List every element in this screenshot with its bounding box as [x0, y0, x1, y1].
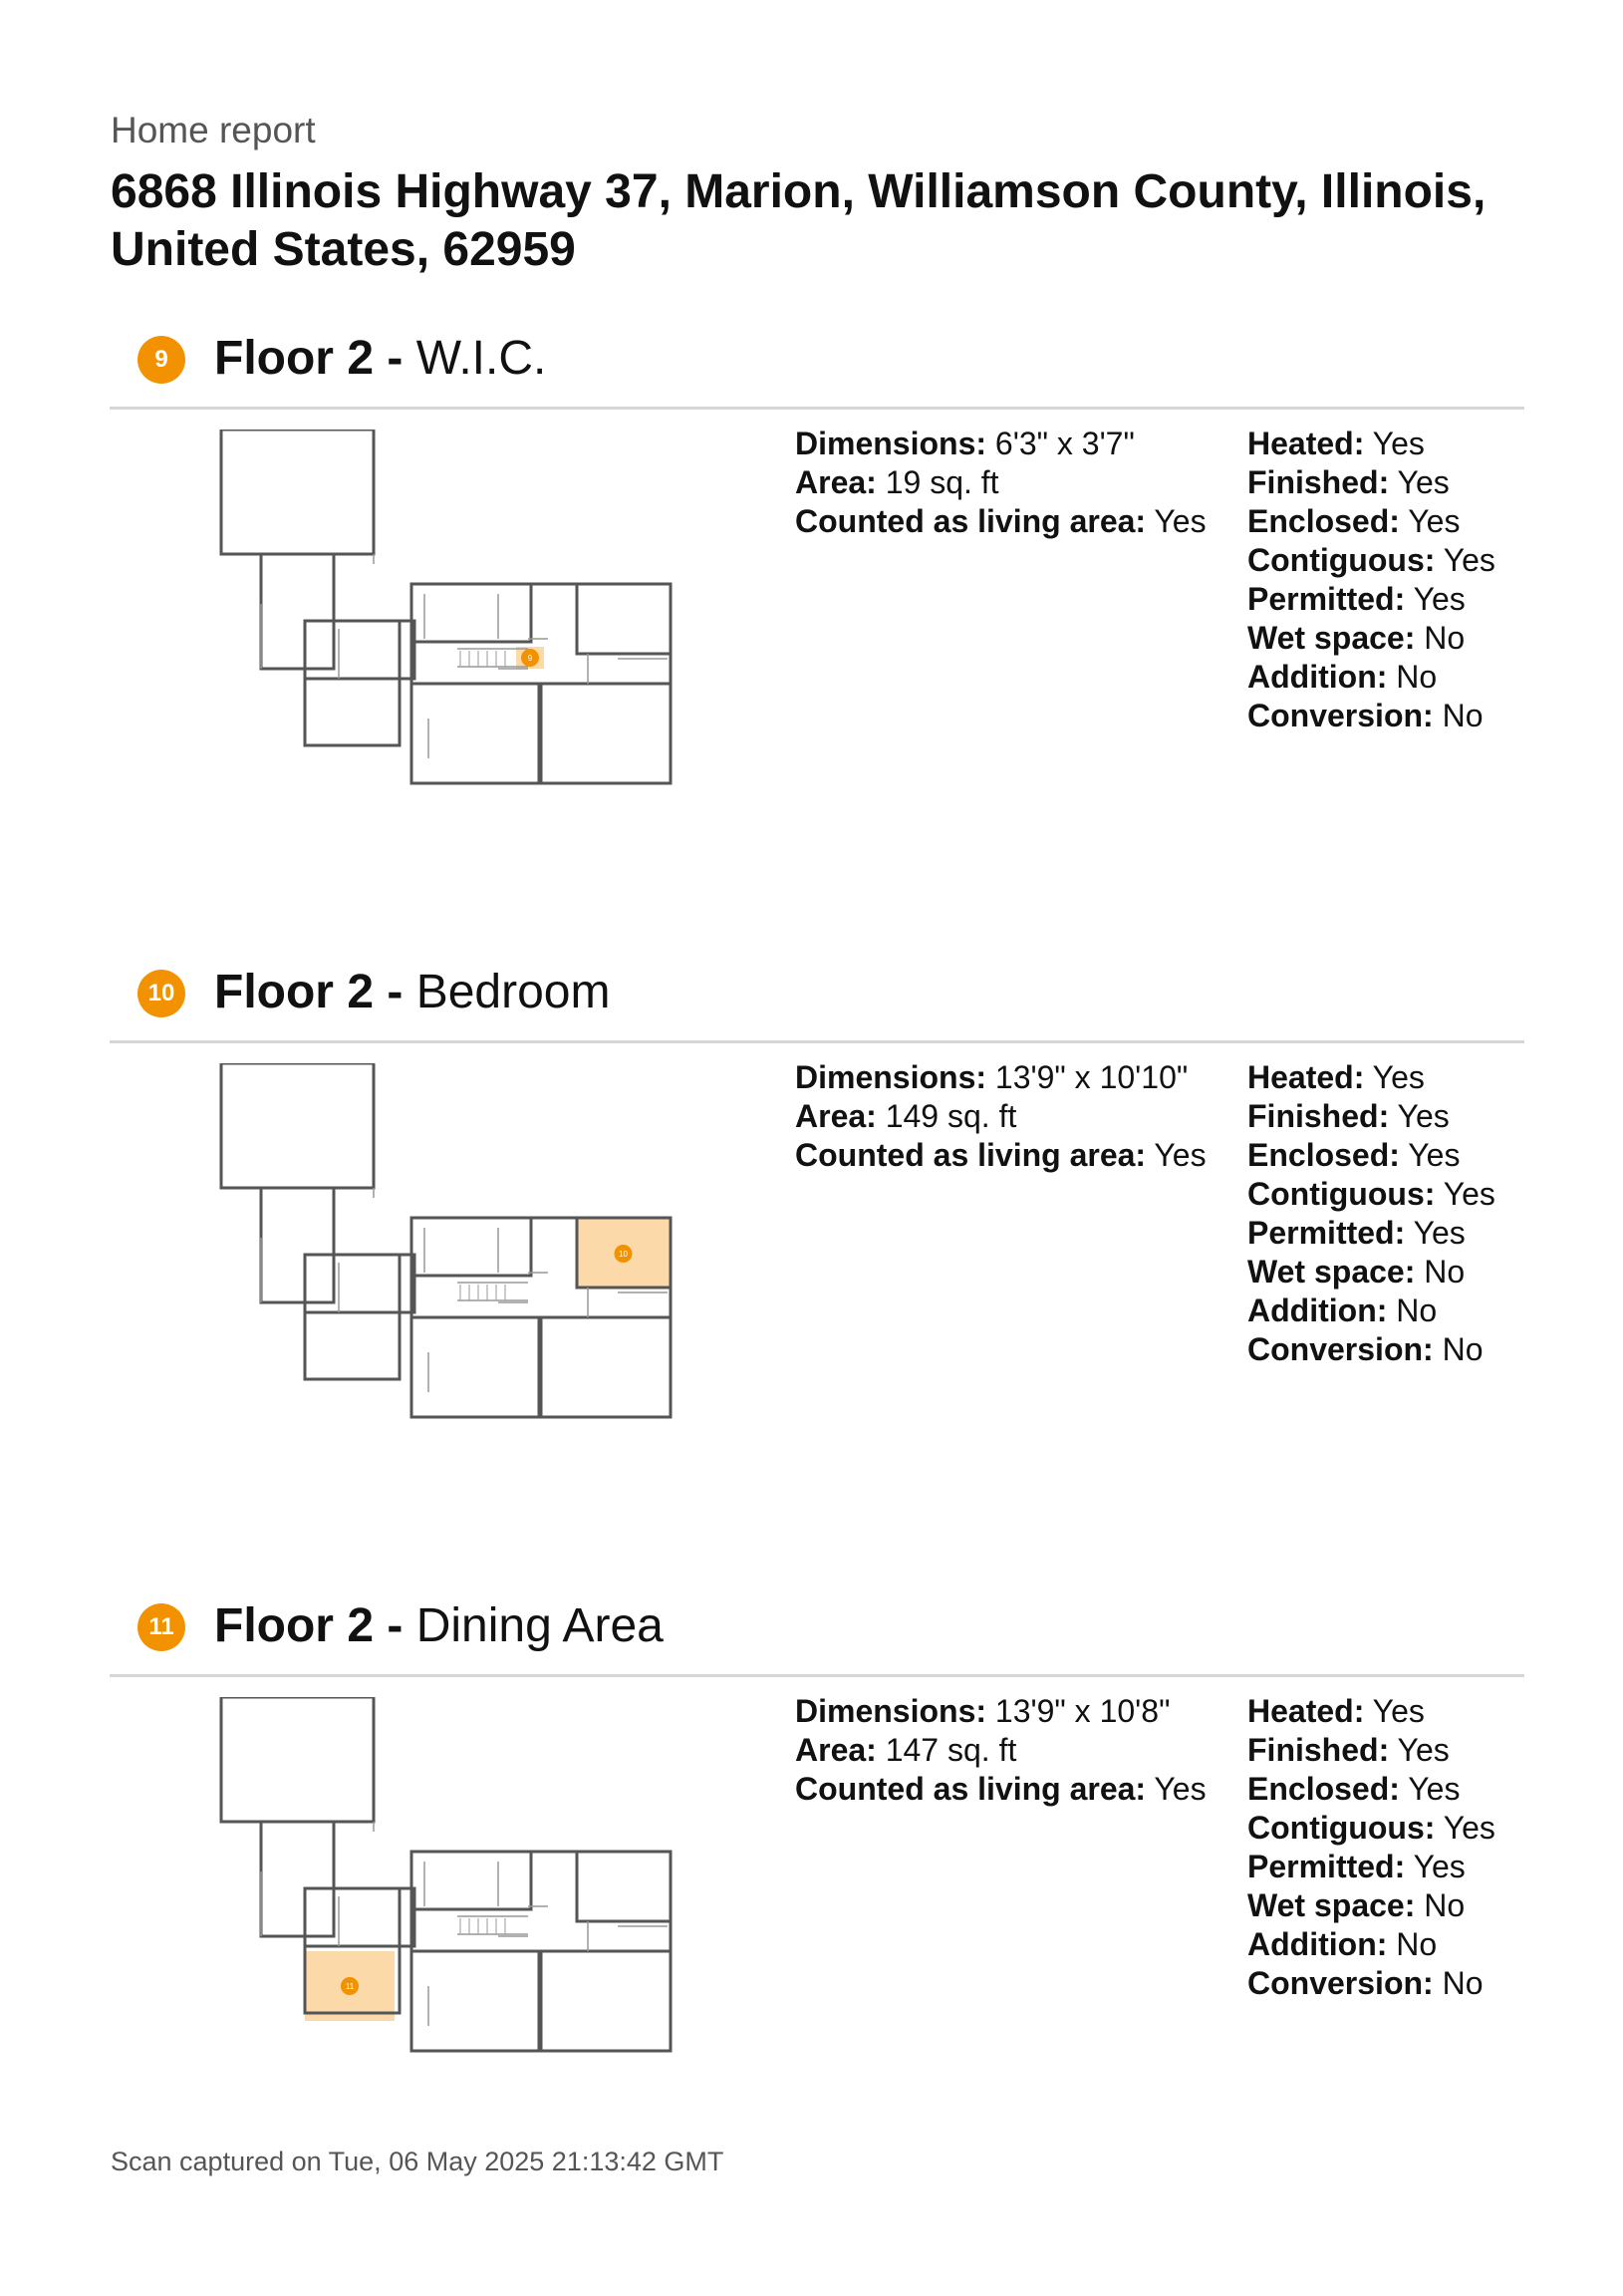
room-name: Dining Area: [415, 1599, 664, 1652]
wet-space-row: Wet space: No: [1247, 1254, 1466, 1290]
plan-wall: [411, 1951, 541, 2051]
plan-wall: [221, 430, 374, 554]
enclosed-row: Enclosed: Yes: [1247, 1771, 1461, 1807]
floor-label: Floor 2: [214, 966, 375, 1018]
section-title: [214, 963, 610, 1022]
wet-space-row: Wet space: No: [1247, 620, 1466, 656]
room-attributes: [1247, 1692, 1495, 2003]
permitted-row: Permitted: Yes: [1247, 1849, 1466, 1884]
title-separator: -: [387, 966, 404, 1018]
report-eyebrow: Home report: [111, 110, 316, 150]
floor-plan-thumbnail: [199, 430, 697, 808]
heated-row: Heated: Yes: [1247, 1059, 1425, 1095]
plan-wall: [539, 1951, 671, 2051]
room-measurements: [795, 1692, 1207, 1809]
contiguous-row: Contiguous: Yes: [1247, 542, 1495, 578]
section-divider: [110, 1674, 1524, 1677]
heated-row: Heated: Yes: [1247, 1693, 1425, 1729]
section-header: [110, 959, 1524, 1040]
floor-label: Floor 2: [214, 332, 375, 385]
room-section: [110, 325, 1524, 883]
heated-row: Heated: Yes: [1247, 426, 1425, 461]
living-area-row: Counted as living area: Yes: [795, 503, 1207, 539]
dimensions-row: Dimensions: 13'9" x 10'10": [795, 1059, 1189, 1095]
property-address: 6868 Illinois Highway 37, Marion, Williamson County, Illinois, United States, 62959: [111, 165, 1487, 276]
room-name: Bedroom: [415, 966, 611, 1018]
plan-wall: [221, 1063, 374, 1188]
title-separator: -: [387, 1599, 404, 1652]
area-row: Area: 149 sq. ft: [795, 1098, 1017, 1134]
room-measurements: [795, 1058, 1207, 1175]
living-area-row: Counted as living area: Yes: [795, 1137, 1207, 1173]
plan-wall: [221, 1697, 374, 1822]
section-title: [214, 1596, 664, 1656]
plan-wall: [411, 584, 531, 642]
contiguous-row: Contiguous: Yes: [1247, 1176, 1495, 1212]
addition-row: Addition: No: [1247, 1292, 1438, 1328]
room-number-badge: 9: [137, 336, 185, 384]
room-attributes: [1247, 1058, 1495, 1369]
room-number-badge: 10: [137, 970, 185, 1017]
plan-wall: [411, 1852, 531, 1909]
section-divider: [110, 407, 1524, 410]
plan-wall: [577, 584, 671, 654]
enclosed-row: Enclosed: Yes: [1247, 503, 1461, 539]
room-marker-label: 11: [345, 1982, 355, 1991]
floor-label: Floor 2: [214, 1599, 375, 1652]
room-attributes: [1247, 425, 1495, 735]
contiguous-row: Contiguous: Yes: [1247, 1810, 1495, 1846]
title-separator: -: [387, 332, 404, 385]
floor-plan-thumbnail: [199, 1697, 697, 2076]
finished-row: Finished: Yes: [1247, 1098, 1450, 1134]
permitted-row: Permitted: Yes: [1247, 1215, 1466, 1251]
living-area-row: Counted as living area: Yes: [795, 1771, 1207, 1807]
conversion-row: Conversion: No: [1247, 1331, 1484, 1367]
room-measurements: [795, 425, 1207, 541]
conversion-row: Conversion: No: [1247, 698, 1484, 733]
plan-wall: [539, 1317, 671, 1417]
addition-row: Addition: No: [1247, 1926, 1438, 1962]
finished-row: Finished: Yes: [1247, 1732, 1450, 1768]
plan-wall: [411, 684, 541, 783]
section-title: [214, 329, 546, 389]
plan-wall: [411, 1317, 541, 1417]
room-name: W.I.C.: [415, 332, 547, 385]
room-number-badge: 11: [137, 1603, 185, 1651]
room-section: [110, 959, 1524, 1517]
plan-wall: [305, 621, 400, 745]
room-marker-label: 10: [619, 1250, 628, 1259]
section-header: [110, 325, 1524, 407]
area-row: Area: 147 sq. ft: [795, 1732, 1017, 1768]
wet-space-row: Wet space: No: [1247, 1887, 1466, 1923]
room-section: [110, 1592, 1524, 2151]
plan-wall: [577, 1852, 671, 1921]
section-header: [110, 1592, 1524, 1674]
room-marker-label: 9: [527, 654, 533, 663]
finished-row: Finished: Yes: [1247, 464, 1450, 500]
plan-wall: [305, 1255, 400, 1379]
dimensions-row: Dimensions: 13'9" x 10'8": [795, 1693, 1171, 1729]
area-row: Area: 19 sq. ft: [795, 464, 999, 500]
plan-wall: [261, 1822, 334, 1936]
conversion-row: Conversion: No: [1247, 1965, 1484, 2001]
plan-wall: [261, 1188, 334, 1302]
plan-wall: [411, 1218, 531, 1276]
enclosed-row: Enclosed: Yes: [1247, 1137, 1461, 1173]
plan-wall: [261, 554, 334, 669]
scan-timestamp: Scan captured on Tue, 06 May 2025 21:13:42 GMT: [111, 2147, 724, 2176]
permitted-row: Permitted: Yes: [1247, 581, 1466, 617]
section-divider: [110, 1040, 1524, 1043]
plan-wall: [539, 684, 671, 783]
floor-plan-thumbnail: [199, 1063, 697, 1442]
addition-row: Addition: No: [1247, 659, 1438, 695]
dimensions-row: Dimensions: 6'3" x 3'7": [795, 426, 1135, 461]
